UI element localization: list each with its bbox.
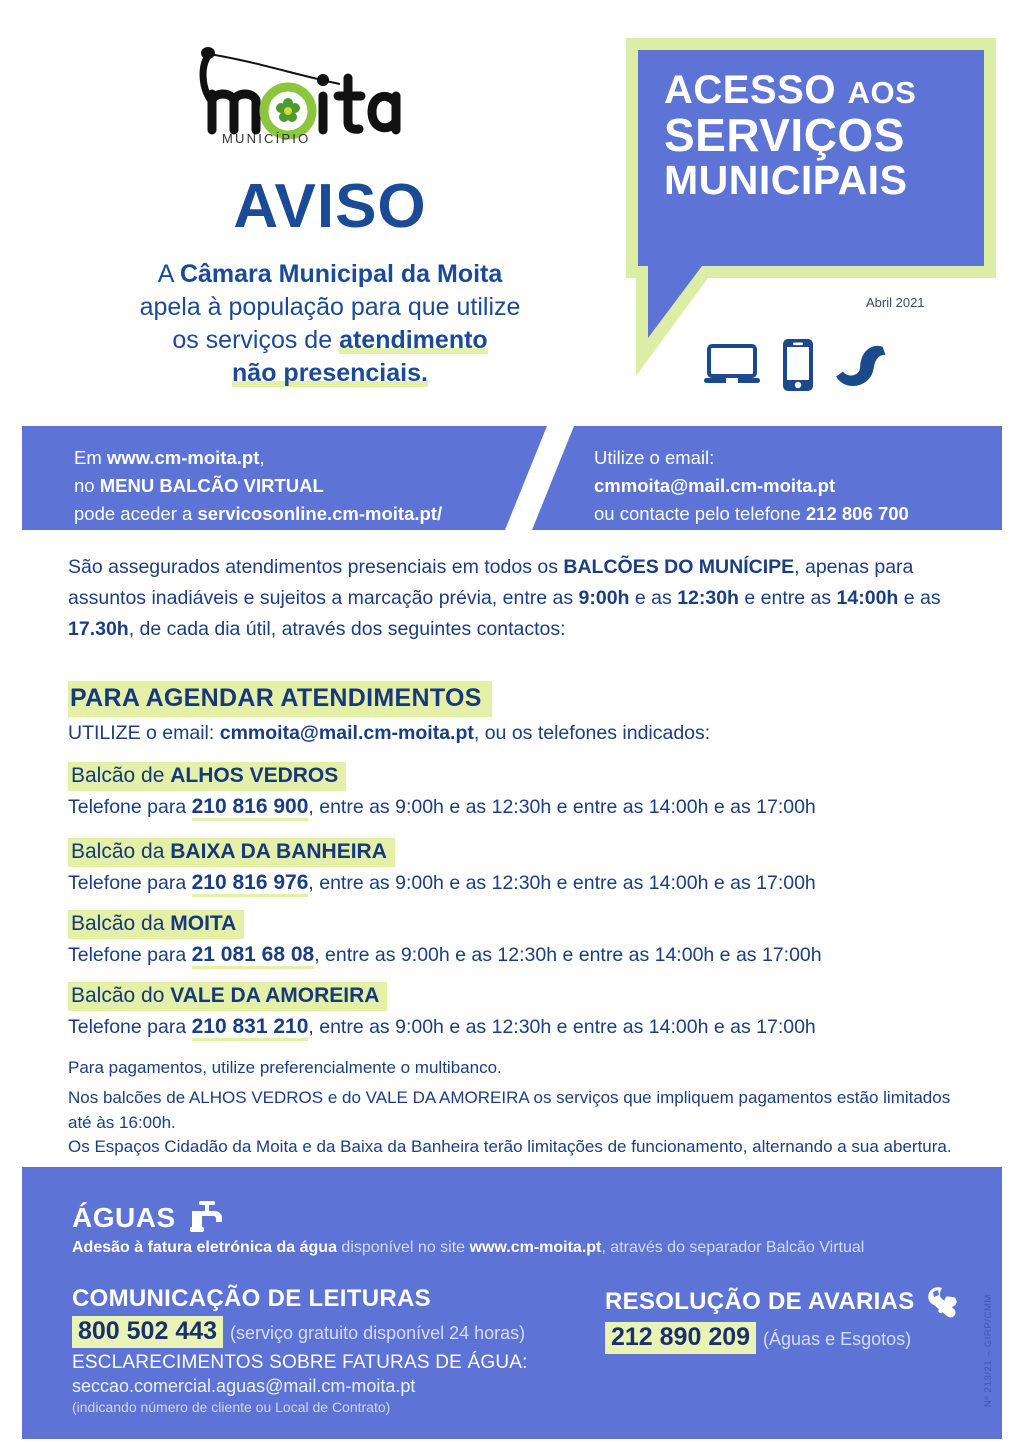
laptop-icon <box>704 344 760 386</box>
section-title-agendar: PARA AGENDAR ATENDIMENTOS <box>68 681 492 717</box>
note-text: Para pagamentos, utilize preferencialmente o multibanco. <box>68 1058 502 1077</box>
aguas-subtitle[interactable] <box>72 1239 864 1257</box>
balcao-prefix: Balcão da <box>71 840 171 863</box>
header-section <box>0 0 1024 420</box>
cb-left-l2-pre: no <box>74 475 100 497</box>
balcao-entry <box>68 982 988 1039</box>
balcao-phone[interactable]: 210 816 976 <box>192 871 309 897</box>
page-title: AVISO <box>233 172 427 241</box>
cb-left-l3-pre: pode aceder a <box>74 503 198 525</box>
note-text: Os Espaços Cidadão da Moita e da Baixa da Banheira terão limitações de funcionamento, alternando a sua abertura. <box>68 1137 952 1156</box>
aguas-heading-row <box>72 1201 226 1235</box>
intro-b4: 14:00h <box>836 586 899 609</box>
leituras-phone[interactable]: 800 502 443 <box>72 1316 223 1348</box>
intro-p3: e as <box>629 586 678 609</box>
wrench-icon <box>925 1285 965 1319</box>
logo-subtitle-text: MUNICÍPIO <box>222 131 311 146</box>
leituras-note: (serviço gratuito disponível 24 horas) <box>230 1323 526 1343</box>
lead-l1-plain: A <box>157 260 180 288</box>
balcao-prefix: Balcão do <box>71 984 171 1007</box>
avarias-heading-row <box>605 1285 1005 1319</box>
balcao-prefix: Balcão de <box>71 764 171 787</box>
intro-b3: 12:30h <box>677 586 739 609</box>
intro-p2: , apenas para assuntos inadiáveis e sujeitos a marcação prévia, entre as <box>68 556 914 609</box>
leituras-number-row <box>72 1316 592 1348</box>
lead-l2: apela à população para que utilize <box>139 293 521 321</box>
avarias-phone[interactable]: 212 890 209 <box>605 1322 756 1354</box>
resolucao-avarias-block <box>605 1285 1005 1354</box>
balcao-entry <box>68 910 988 967</box>
cb-right-l3-pre: ou contacte pelo telefone <box>594 503 806 525</box>
avarias-heading: RESOLUÇÃO DE AVARIAS <box>605 1288 915 1315</box>
note-text: Nos balcões de ALHOS VEDROS e do VALE DA AMOREIRA os serviços que impliquem pagamentos estão limitados até às 16:00h. <box>68 1088 951 1132</box>
intro-b2: 9:00h <box>578 586 630 609</box>
balcao-phone-line <box>68 1015 988 1039</box>
cb-right-l1: Utilize o email: <box>594 447 715 468</box>
cb-left-l1-post: , <box>259 447 265 468</box>
balcao-label: VALE DA AMOREIRA <box>170 984 380 1007</box>
website-info-block[interactable] <box>74 444 504 528</box>
leituras-heading: COMUNICAÇÃO DE LEITURAS <box>72 1285 431 1312</box>
lead-l1-bold: Câmara Municipal da Moita <box>179 260 503 288</box>
scheduling-subtitle[interactable] <box>68 722 710 745</box>
tel-pre: Telefone para <box>68 872 192 894</box>
aguas-sub-url[interactable]: www.cm-moita.pt <box>469 1239 602 1256</box>
balcao-phone[interactable]: 21 081 68 08 <box>192 943 315 969</box>
esclarecimentos-email[interactable]: seccao.comercial.aguas@mail.cm-moita.pt <box>72 1376 416 1396</box>
tel-post: , entre as 9:00h e as 12:30h e entre as 14:00h e as 17:00h <box>308 796 816 818</box>
sched-pre: UTILIZE o email: <box>68 722 220 744</box>
intro-p5: e as <box>898 586 941 609</box>
bubble-text-block <box>664 70 984 202</box>
cb-phone-number[interactable]: 212 806 700 <box>805 503 909 525</box>
aguas-sub-dim1: disponível no site <box>336 1239 470 1256</box>
balcao-prefix: Balcão da <box>71 912 171 935</box>
intro-b1: BALCÕES DO MUNÍCIPE <box>563 556 795 578</box>
footer-section <box>22 1167 1002 1439</box>
cb-website-url[interactable]: www.cm-moita.pt <box>106 447 260 468</box>
device-icons-row <box>704 338 886 392</box>
bubble-line1-small: AOS <box>847 75 917 110</box>
balcao-entry <box>68 838 988 895</box>
logo-icon <box>190 38 440 150</box>
aguas-sub-bold: Adesão à fatura eletrónica da água <box>72 1239 337 1256</box>
intro-paragraph <box>68 552 984 644</box>
balcao-phone[interactable]: 210 831 210 <box>192 1015 309 1041</box>
lead-l3-plain: os serviços de <box>172 326 340 354</box>
cb-email-address[interactable]: cmmoita@mail.cm-moita.pt <box>594 475 836 497</box>
aguas-sub-dim2: , através do separador Balcão Virtual <box>601 1239 865 1256</box>
balcao-name <box>68 762 346 791</box>
balcao-phone-line <box>68 943 988 967</box>
email-phone-block[interactable] <box>594 444 994 528</box>
balcao-label: ALHOS VEDROS <box>170 764 339 787</box>
phone-handset-icon <box>836 340 886 390</box>
tel-post: , entre as 9:00h e as 12:30h e entre as 14:00h e as 17:00h <box>308 1016 816 1038</box>
balcao-name <box>68 982 387 1011</box>
faucet-icon <box>188 1201 226 1235</box>
smartphone-icon <box>782 338 814 392</box>
publication-date: Abril 2021 <box>866 295 925 310</box>
sched-email[interactable]: cmmoita@mail.cm-moita.pt <box>219 722 474 744</box>
moita-municipio-logo <box>190 38 440 148</box>
bubble-line1-big: ACESSO <box>664 68 836 112</box>
cb-left-l1-pre: Em <box>74 447 107 468</box>
intro-b5: 17.30h <box>68 617 129 640</box>
esclarecimentos-label: ESCLARECIMENTOS SOBRE FATURAS DE ÁGUA: <box>72 1352 528 1373</box>
intro-p4: e entre as <box>738 586 837 609</box>
aguas-title: ÁGUAS <box>72 1202 176 1233</box>
tel-pre: Telefone para <box>68 944 192 966</box>
balcao-label: BAIXA DA BANHEIRA <box>170 840 387 863</box>
lead-l3-bold: atendimento <box>339 326 488 354</box>
bubble-line3: MUNICIPAIS <box>664 157 908 204</box>
avarias-number-row <box>605 1322 1005 1354</box>
reference-code: Nº 213/21 – GIRP/CMM <box>983 1293 994 1407</box>
esclarecimentos-note: (indicando número de cliente ou Local de Contrato) <box>72 1399 391 1415</box>
balcao-phone-line <box>68 795 988 819</box>
contact-bar <box>22 426 1002 530</box>
balcao-phone-line <box>68 871 988 895</box>
tel-pre: Telefone para <box>68 1016 192 1038</box>
balcao-name <box>68 910 244 939</box>
services-callout-bubble <box>616 28 1006 420</box>
balcao-name <box>68 838 395 867</box>
tel-pre: Telefone para <box>68 796 192 818</box>
intro-p6: , de cada dia útil, através dos seguintes contactos: <box>128 617 566 640</box>
avarias-note: (Águas e Esgotos) <box>763 1329 912 1349</box>
tel-post: , entre as 9:00h e as 12:30h e entre as 14:00h e as 17:00h <box>314 944 822 966</box>
lead-l4-bold: não presenciais. <box>232 359 428 387</box>
comunicacao-leituras-block <box>72 1285 592 1415</box>
cb-menu-label: MENU BALCÃO VIRTUAL <box>99 475 324 497</box>
balcao-phone[interactable]: 210 816 900 <box>192 795 309 821</box>
bubble-line2: SERVIÇOS <box>664 108 905 161</box>
sched-post: , ou os telefones indicados: <box>473 722 711 744</box>
balcao-label: MOITA <box>170 912 237 935</box>
tel-post: , entre as 9:00h e as 12:30h e entre as 14:00h e as 17:00h <box>308 872 816 894</box>
intro-p1: São assegurados atendimentos presenciais em todos os <box>68 556 564 578</box>
balcao-entry <box>68 762 988 819</box>
lead-paragraph <box>50 258 610 390</box>
cb-services-url[interactable]: servicosonline.cm-moita.pt/ <box>197 503 443 525</box>
